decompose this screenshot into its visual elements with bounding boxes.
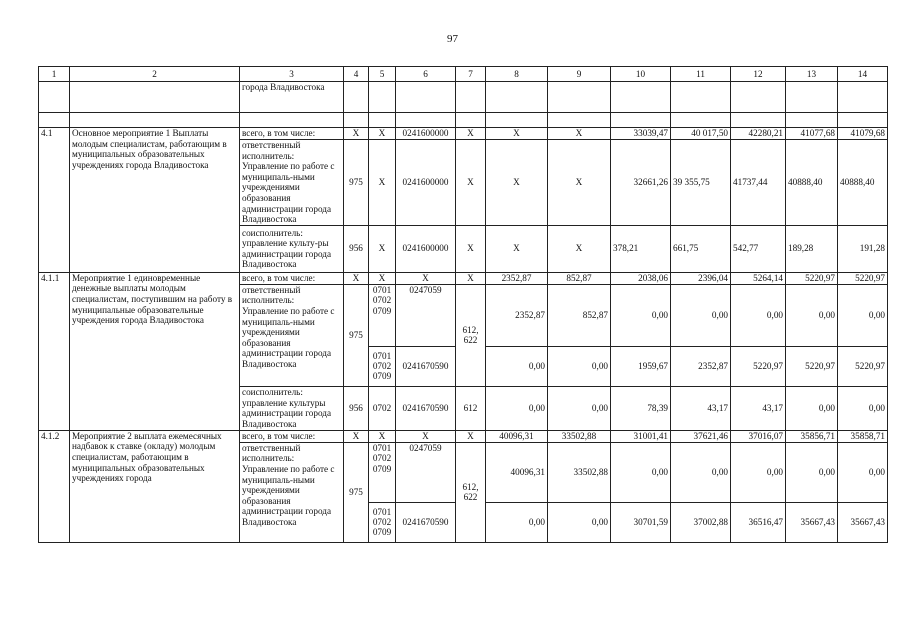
cell: 191,28 [838,225,888,272]
executor-cell: ответственный исполнитель: Управление по работе с муниципаль-ными учреждениями образования администрации города Владивостока [240,284,344,386]
cell: 33502,88 [548,442,611,502]
measure-name: Мероприятие 1 единовременные денежные выплаты молодым специалистам, поступившим на работу в муниципальные образовательные учреждения города Владивостока [70,272,240,430]
cell: 35667,43 [786,502,838,542]
header-cell: 9 [548,67,611,82]
cell: 0701 0702 0709 [369,346,396,386]
cell: X [486,225,548,272]
cell: 852,87 [548,284,611,346]
cell: 975 [344,140,369,226]
cell: 40888,40 [786,140,838,226]
cell: 33039,47 [611,128,671,140]
cell: X [369,225,396,272]
cell: X [456,128,486,140]
cell: 189,28 [786,225,838,272]
cell: 1959,67 [611,346,671,386]
cell: 0701 0702 0709 [369,502,396,542]
cell: 5220,97 [838,346,888,386]
cell: 0,00 [838,442,888,502]
header-cell: 7 [456,67,486,82]
executor-cell: всего, в том числе: [240,128,344,140]
cell: 0,00 [611,442,671,502]
table-row [39,128,888,140]
cell: 37621,46 [671,430,731,442]
header-cell: 1 [39,67,70,82]
header-cell: 8 [486,67,548,82]
cell: 5220,97 [786,272,838,284]
cell: 35858,71 [838,430,888,442]
cell: X [486,128,548,140]
cell: 41079,68 [838,128,888,140]
cell: X [369,272,396,284]
cell: X [344,128,369,140]
header-cell: 14 [838,67,888,82]
executor-cell: ответственный исполнитель: Управление по работе с муниципаль-ными учреждениями образования администрации города Владивостока [240,442,344,542]
continuation-row [39,82,888,113]
cell: 30701,59 [611,502,671,542]
spacer-row [39,113,888,128]
cell: X [396,272,456,284]
row-number: 4.1.2 [39,430,70,542]
row-number: 4.1 [39,128,70,273]
cell: 975 [344,284,369,386]
cell: X [548,128,611,140]
executor-cell: соисполнитель: управление культу-ры администрации города Владивостока [240,225,344,272]
cell: 2038,06 [611,272,671,284]
cell: 2352,87 [671,346,731,386]
cell: 0,00 [611,284,671,346]
cell: 5220,97 [786,346,838,386]
cell: 33502,88 [548,430,611,442]
cell: 40888,40 [838,140,888,226]
cell: 2352,87 [486,284,548,346]
header-cell: 10 [611,67,671,82]
cell: 0241600000 [396,128,456,140]
header-row [39,67,888,82]
cell: X [548,140,611,226]
cell: X [456,225,486,272]
cell: X [456,140,486,226]
header-cell: 12 [731,67,786,82]
measure-name: Мероприятие 2 выплата ежемесячных надбавок к ставке (окладу) молодым специалистам, работающим в муниципальных образовательных учреждениях города [70,430,240,542]
cell: 956 [344,386,369,430]
cell: 0,00 [838,284,888,346]
cell: 975 [344,442,369,542]
cell: 0,00 [838,386,888,430]
cell: 0,00 [548,346,611,386]
cell: 39 355,75 [671,140,731,226]
row-number: 4.1.1 [39,272,70,430]
executor-cell: соисполнитель: управление культуры администрации города Владивостока [240,386,344,430]
table-row [39,272,888,284]
cell: 32661,26 [611,140,671,226]
cell: X [344,430,369,442]
cell: 36516,47 [731,502,786,542]
cell: X [369,430,396,442]
cell: 0247059 [396,284,456,346]
cell: X [456,272,486,284]
cell: 35856,71 [786,430,838,442]
cell: 0,00 [671,442,731,502]
cell: 42280,21 [731,128,786,140]
cell: 0701 0702 0709 [369,284,396,346]
budget-table [38,66,888,543]
cell: 37016,07 [731,430,786,442]
cell: 0,00 [548,502,611,542]
cell: 0241600000 [396,140,456,226]
cell: 2352,87 [486,272,548,284]
cell: 37002,88 [671,502,731,542]
cell: 0247059 [396,442,456,502]
header-cell: 5 [369,67,396,82]
cell: 956 [344,225,369,272]
cell: 35667,43 [838,502,888,542]
cell: 542,77 [731,225,786,272]
cell: 0,00 [731,442,786,502]
header-cell: 3 [240,67,344,82]
cell: 0,00 [786,442,838,502]
header-cell: 11 [671,67,731,82]
cell: 5220,97 [731,346,786,386]
cell: 43,17 [671,386,731,430]
cell: 0241670590 [396,502,456,542]
cell: X [486,140,548,226]
cell: 0701 0702 0709 [369,442,396,502]
cell: 0241600000 [396,225,456,272]
executor-cell: города Владивостока [240,82,344,113]
executor-cell: всего, в том числе: [240,430,344,442]
cell: 0,00 [548,386,611,430]
cell: X [369,140,396,226]
measure-name: Основное мероприятие 1 Выплаты молодым специалистам, работающим в муниципальных образовательных учреждениях города Владивостока [70,128,240,273]
cell: 31001,41 [611,430,671,442]
header-cell: 13 [786,67,838,82]
cell: 612, 622 [456,442,486,542]
cell: 0,00 [786,284,838,346]
cell: 2396,04 [671,272,731,284]
cell: 0,00 [786,386,838,430]
header-cell: 4 [344,67,369,82]
cell: X [344,272,369,284]
cell: 0241670590 [396,386,456,430]
cell: 40 017,50 [671,128,731,140]
cell: X [369,128,396,140]
header-cell: 6 [396,67,456,82]
page-number: 97 [447,33,458,45]
executor-cell: ответственный исполнитель: Управление по работе с муниципаль-ными учреждениями образования администрации города Владивостока [240,140,344,226]
cell: 41737,44 [731,140,786,226]
cell: 661,75 [671,225,731,272]
cell: 0,00 [731,284,786,346]
cell: 852,87 [548,272,611,284]
cell: 378,21 [611,225,671,272]
cell: 0241670590 [396,346,456,386]
cell: 5264,14 [731,272,786,284]
cell: 0,00 [486,502,548,542]
cell: 40096,31 [486,430,548,442]
cell: 0,00 [671,284,731,346]
executor-cell: всего, в том числе: [240,272,344,284]
cell: 43,17 [731,386,786,430]
cell: 78,39 [611,386,671,430]
cell: 5220,97 [838,272,888,284]
cell: 0702 [369,386,396,430]
cell: 0,00 [486,346,548,386]
cell: X [456,430,486,442]
cell: 612, 622 [456,284,486,386]
cell: X [548,225,611,272]
cell: 0,00 [486,386,548,430]
header-cell: 2 [70,67,240,82]
cell: 41077,68 [786,128,838,140]
cell: 612 [456,386,486,430]
cell: 40096,31 [486,442,548,502]
cell: X [396,430,456,442]
table-row [39,430,888,442]
